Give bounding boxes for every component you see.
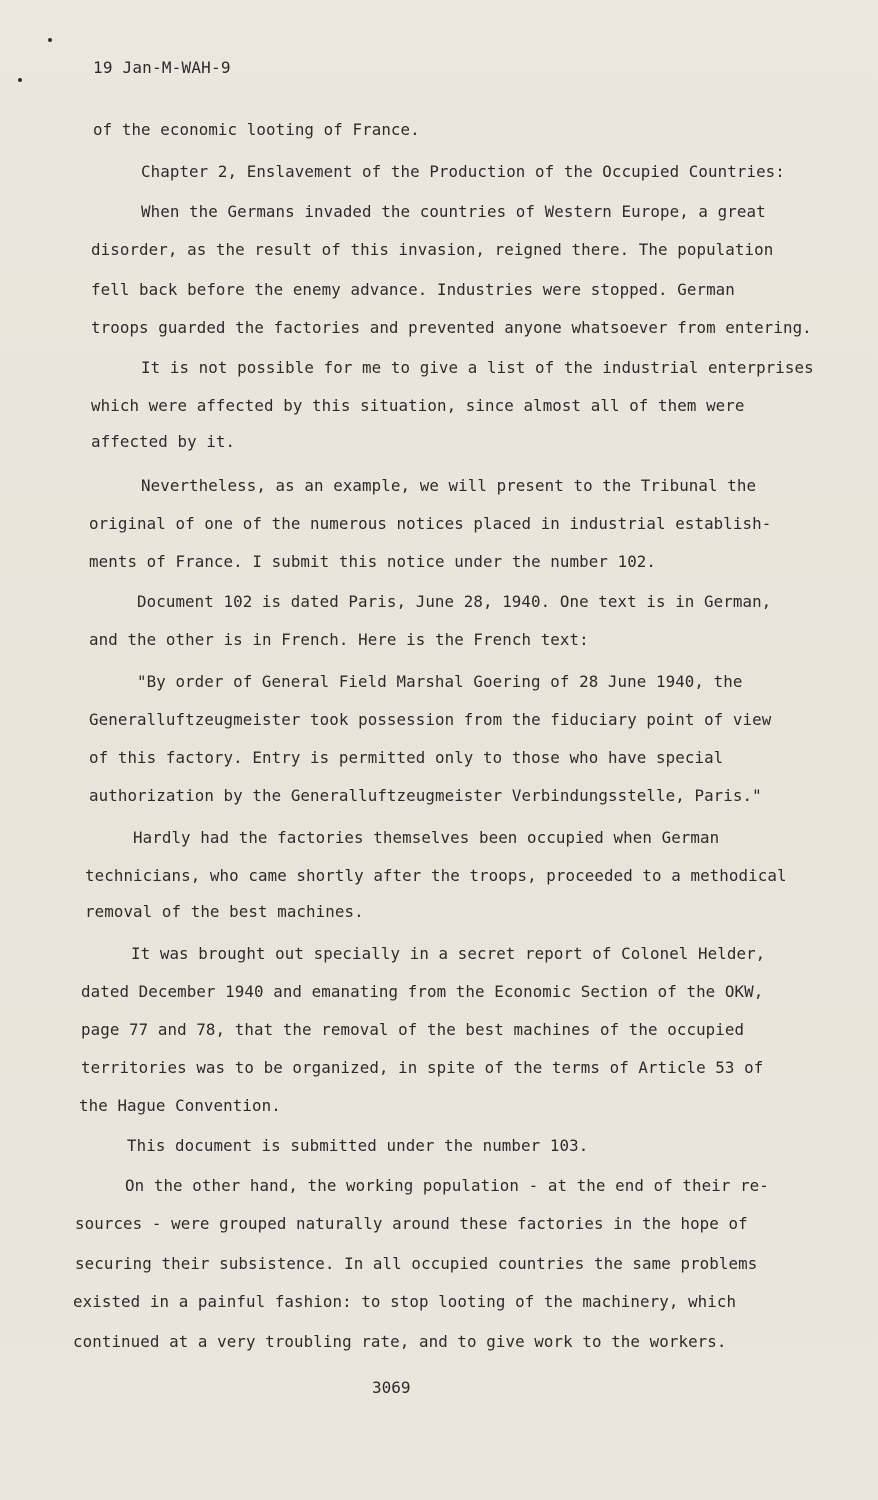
text-line: Generalluftzeugmeister took possession from the fiduciary point of view <box>89 710 772 729</box>
text-line: Nevertheless, as an example, we will present to the Tribunal the <box>141 476 757 495</box>
ink-mark <box>18 78 22 82</box>
text-line: Hardly had the factories themselves been occupied when German <box>133 828 720 847</box>
text-line: existed in a painful fashion: to stop looting of the machinery, which <box>73 1292 737 1311</box>
text-line: It was brought out specially in a secret report of Colonel Helder, <box>131 944 766 963</box>
page-id: 19 Jan-M-WAH-9 <box>93 58 231 77</box>
text-line: "By order of General Field Marshal Goering of 28 June 1940, the <box>137 672 743 691</box>
text-line: technicians, who came shortly after the troops, proceeded to a methodical <box>85 866 787 885</box>
text-line: This document is submitted under the number 103. <box>127 1136 589 1155</box>
text-line: and the other is in French. Here is the French text: <box>89 630 589 649</box>
text-line: continued at a very troubling rate, and to give work to the workers. <box>73 1332 727 1351</box>
text-line: Chapter 2, Enslavement of the Production of the Occupied Countries: <box>141 162 785 181</box>
text-line: ments of France. I submit this notice under the number 102. <box>89 552 657 571</box>
text-line: dated December 1940 and emanating from the Economic Section of the OKW, <box>81 982 764 1001</box>
text-line: original of one of the numerous notices placed in industrial establish- <box>89 514 772 533</box>
text-line: fell back before the enemy advance. Industries were stopped. German <box>91 280 735 299</box>
text-line: affected by it. <box>91 432 236 451</box>
text-line: which were affected by this situation, since almost all of them were <box>91 396 745 415</box>
text-line: the Hague Convention. <box>79 1096 281 1115</box>
text-line: Document 102 is dated Paris, June 28, 1940. One text is in German, <box>137 592 772 611</box>
text-line: removal of the best machines. <box>85 902 364 921</box>
text-line: It is not possible for me to give a list of the industrial enterprises <box>141 358 814 377</box>
text-line: securing their subsistence. In all occupied countries the same problems <box>75 1254 758 1273</box>
text-line: When the Germans invaded the countries of Western Europe, a great <box>141 202 766 221</box>
text-line: territories was to be organized, in spite of the terms of Article 53 of <box>81 1058 764 1077</box>
page-number: 3069 <box>372 1378 411 1397</box>
text-line: troops guarded the factories and prevented anyone whatsoever from entering. <box>91 318 812 337</box>
text-line: disorder, as the result of this invasion, reigned there. The population <box>91 240 774 259</box>
text-line: of the economic looting of France. <box>93 120 420 139</box>
text-line: On the other hand, the working population - at the end of their re- <box>125 1176 769 1195</box>
ink-mark <box>48 38 52 42</box>
text-line: authorization by the Generalluftzeugmeister Verbindungsstelle, Paris." <box>89 786 762 805</box>
text-line: page 77 and 78, that the removal of the best machines of the occupied <box>81 1020 745 1039</box>
text-line: of this factory. Entry is permitted only to those who have special <box>89 748 724 767</box>
text-line: sources - were grouped naturally around these factories in the hope of <box>75 1214 748 1233</box>
